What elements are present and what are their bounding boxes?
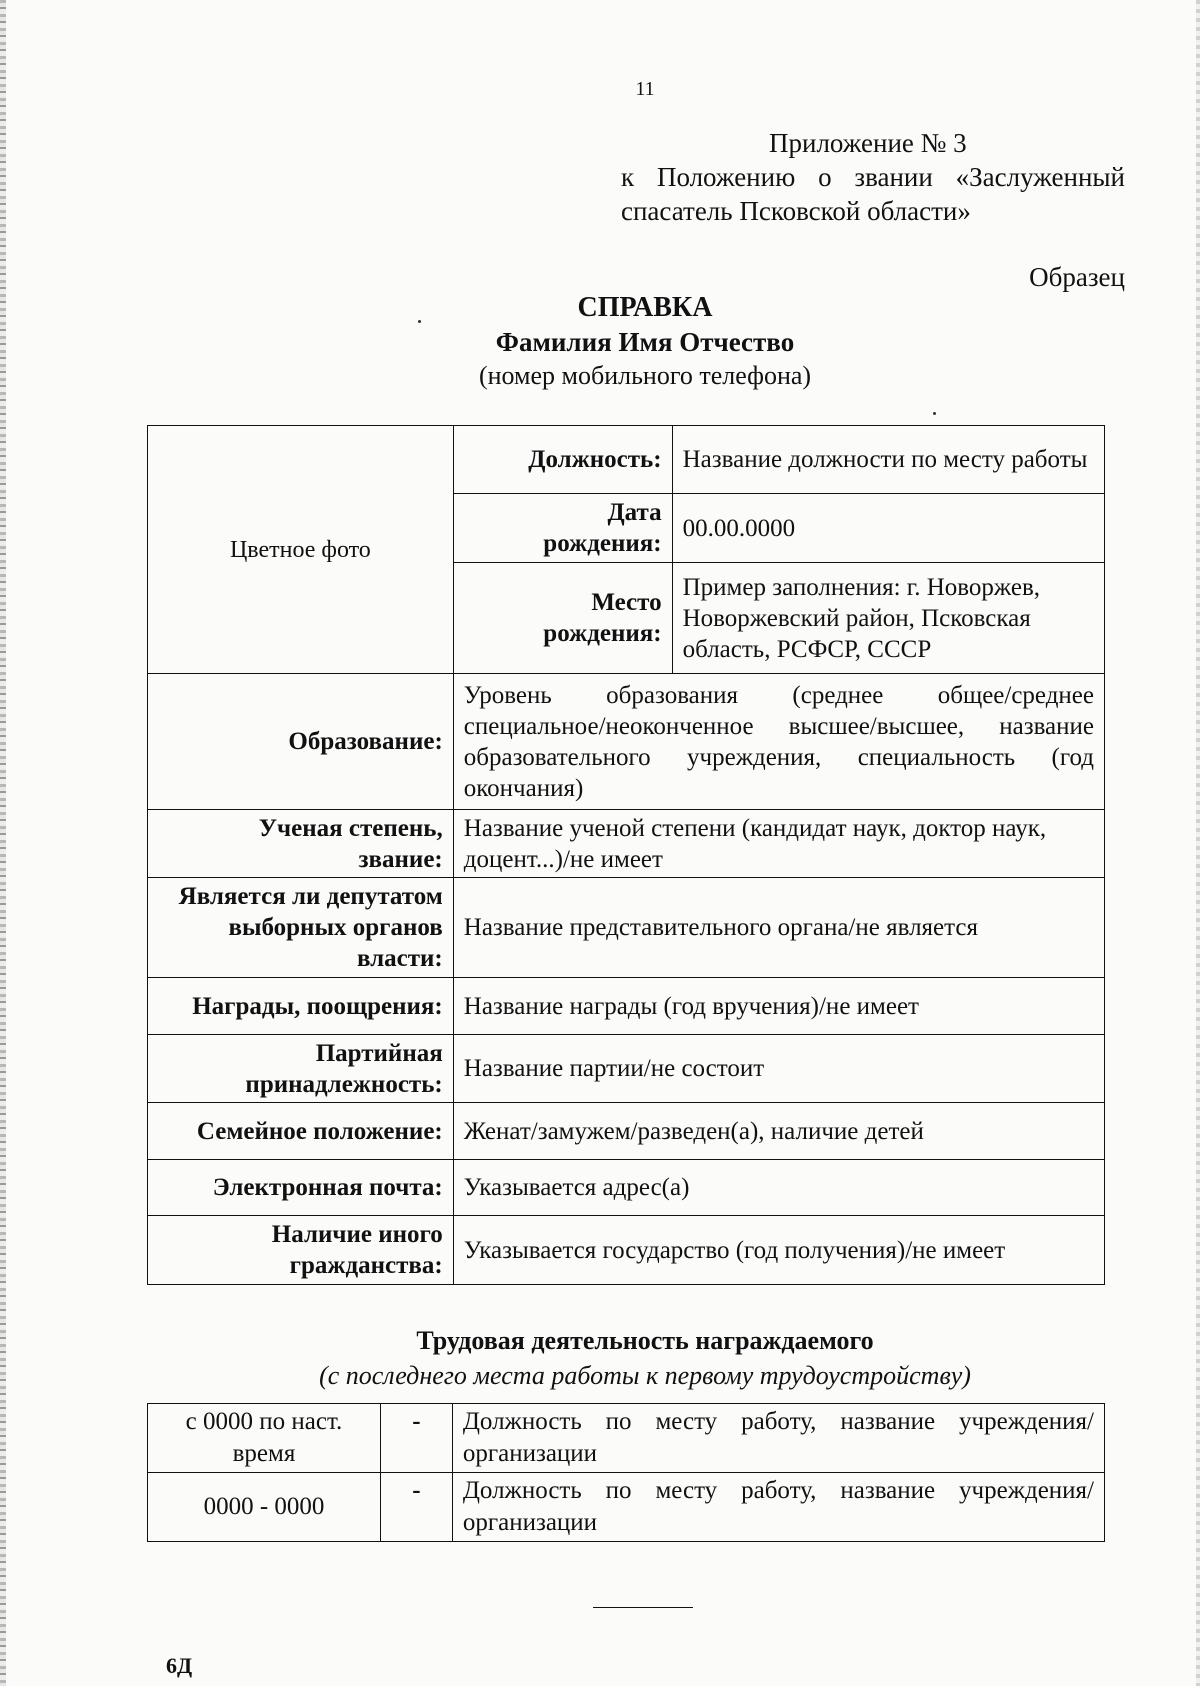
- citizenship-label: Наличие иного гражданства:: [148, 1216, 454, 1285]
- photo-placeholder: Цветное фото: [148, 426, 454, 674]
- table-row: [148, 674, 1105, 810]
- table-row: [148, 1103, 1105, 1160]
- birthdate-value: 00.00.0000: [672, 494, 1104, 563]
- document-phone: (номер мобильного телефона): [478, 361, 812, 390]
- deputy-value: Название представительного органа/не является: [453, 878, 1104, 978]
- appendix-ref-line2: спасатель Псковской области»: [621, 196, 971, 226]
- table-row: [148, 1404, 1105, 1473]
- scan-right-edge: [1196, 0, 1200, 1686]
- position-label: Должность:: [453, 426, 672, 494]
- table-row: [148, 978, 1105, 1035]
- birthplace-label: Место рождения:: [453, 563, 672, 674]
- document-name: Фамилия Имя Отчество: [495, 327, 795, 357]
- sample-label: Образец: [1029, 262, 1125, 292]
- appendix-block: [621, 126, 1125, 228]
- table-row: [148, 1160, 1105, 1216]
- degree-label: Ученая степень, звание:: [148, 810, 454, 878]
- appendix-ref-line1: к Положению о звании «Заслуженный: [621, 162, 1125, 192]
- work-position: Должность по месту работу, название учреждения/организации: [452, 1404, 1104, 1473]
- scan-speck: [418, 320, 421, 323]
- work-history-subtitle: (с последнего места работы к первому трудоустройству): [319, 1361, 971, 1390]
- party-label: Партийная принадлежность:: [148, 1035, 454, 1103]
- work-dash: -: [380, 1404, 452, 1473]
- marital-value: Женат/замужем/разведен(а), наличие детей: [453, 1103, 1104, 1160]
- work-history-table: [147, 1403, 1105, 1542]
- work-position: Должность по месту работу, название учреждения/организации: [452, 1473, 1104, 1542]
- education-label: Образование:: [148, 674, 454, 810]
- closing-rule: [593, 1607, 693, 1608]
- table-row: [148, 810, 1105, 878]
- page-number: 11: [635, 78, 655, 100]
- scan-speck: [933, 412, 936, 415]
- work-period: 0000 - 0000: [148, 1473, 381, 1542]
- degree-value: Название ученой степени (кандидат наук, доктор наук, доцент...)/не имеет: [453, 810, 1104, 878]
- table-row: [148, 426, 1105, 494]
- work-dash: -: [380, 1473, 452, 1542]
- info-table: [147, 425, 1105, 1285]
- table-row: [148, 878, 1105, 978]
- work-history-title: Трудовая деятельность награждаемого: [416, 1326, 874, 1355]
- awards-label: Награды, поощрения:: [148, 978, 454, 1035]
- education-value: Уровень образования (среднее общее/среднее специальное/неоконченное высшее/высшее, название образовательного учреждения, специальность (год окончания): [453, 674, 1104, 810]
- deputy-label: Является ли депутатом выборных органов власти:: [148, 878, 454, 978]
- table-row: [148, 1473, 1105, 1542]
- email-value: Указывается адрес(а): [453, 1160, 1104, 1216]
- birthplace-value: Пример заполнения: г. Новоржев, Новоржевский район, Псковская область, РСФСР, СССР: [672, 563, 1104, 674]
- table-row: [148, 1216, 1105, 1285]
- scan-left-edge: [0, 0, 6, 1686]
- table-row: [148, 1035, 1105, 1103]
- work-period: с 0000 по наст. время: [148, 1404, 381, 1473]
- party-value: Название партии/не состоит: [453, 1035, 1104, 1103]
- appendix-title: Приложение № 3: [769, 128, 967, 158]
- citizenship-value: Указывается государство (год получения)/не имеет: [453, 1216, 1104, 1285]
- marital-label: Семейное положение:: [148, 1103, 454, 1160]
- awards-value: Название награды (год вручения)/не имеет: [453, 978, 1104, 1035]
- position-value: Название должности по месту работы: [672, 426, 1104, 494]
- corner-code: 6Д: [166, 1653, 193, 1678]
- document-title: СПРАВКА: [577, 292, 713, 323]
- email-label: Электронная почта:: [148, 1160, 454, 1216]
- birthdate-label: Дата рождения:: [453, 494, 672, 563]
